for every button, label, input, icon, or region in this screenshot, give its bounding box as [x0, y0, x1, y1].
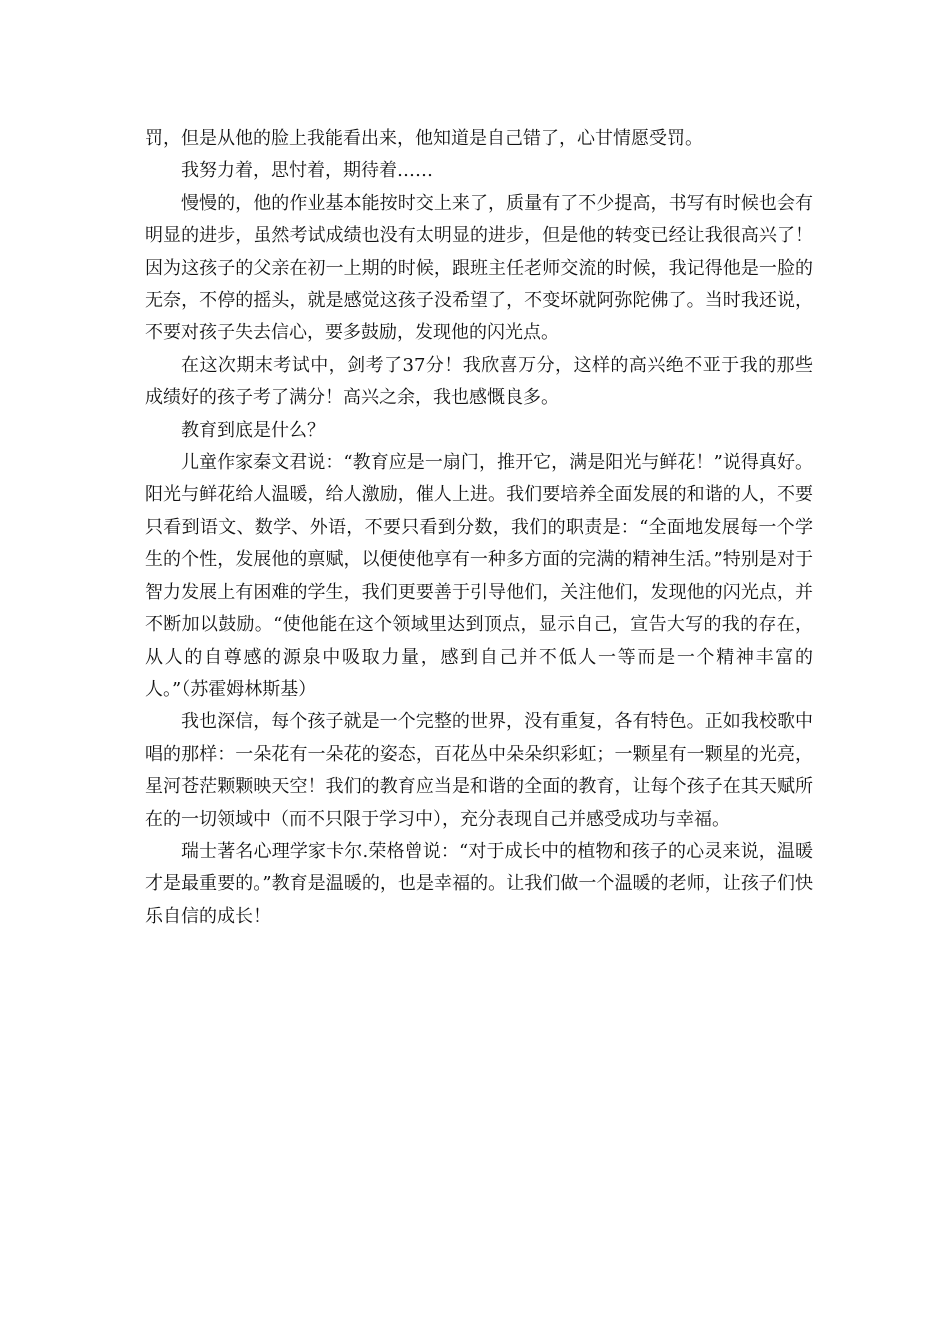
document-body: [145, 123, 813, 933]
paragraph-quote: 儿童作家秦文君说：“教育应是一扇门，推开它，满是阳光与鲜花！”说得真好。阳光与鲜花给人温暖，给人激励，催人上进。我们要培养全面发展的和谐的人，不要只看到语文、数学、外语，不要只看到分数，我们的职责是：“全面地发展每一个学生的个性，发展他的禀赋，以便使他享有一种多方面的完满的精神生活。”特别是对于智力发展上有困难的学生，我们更要善于引导他们，关注他们，发现他的闪光点，并不断加以鼓励。“使他能在这个领域里达到顶点，显示自己，宣告大写的我的存在，从人的自尊感的源泉中吸取力量，感到自己并不低人一等而是一个精神丰富的人。”（苏霍姆林斯基）: [145, 452, 813, 700]
paragraph: 我也深信，每个孩子就是一个完整的世界，没有重复，各有特色。正如我校歌中唱的那样：一朵花有一朵花的姿态，百花丛中朵朵织彩虹；一颗星有一颗星的光亮，星河苍茫颗颗映天空！我们的教育应当是和谐的全面的教育，让每个孩子在其天赋所在的一切领域中（而不只限于学习中），充分表现自己并感受成功与幸福。: [145, 711, 813, 830]
paragraph-closing: 瑞士著名心理学家卡尔.荣格曾说：“对于成长中的植物和孩子的心灵来说，温暖才是最重要的。”教育是温暖的，也是幸福的。让我们做一个温暖的老师，让孩子们快乐自信的成长！: [145, 840, 813, 927]
paragraph-continued: 罚，但是从他的脸上我能看出来，他知道是自己错了，心甘情愿受罚。: [145, 128, 703, 149]
paragraph: 我努力着，思忖着，期待着……: [181, 160, 433, 182]
paragraph-question: 教育到底是什么？: [181, 419, 325, 441]
paragraph: 慢慢的，他的作业基本能按时交上来了，质量有了不少提高，书写有时候也会有明显的进步，虽然考试成绩也没有太明显的进步，但是他的转变已经让我很高兴了！因为这孩子的父亲在初一上期的时候，跟班主任老师交流的时候，我记得他是一脸的无奈，不停的摇头，就是感觉这孩子没希望了，不变坏就阿弥陀佛了。当时我还说，不要对孩子失去信心，要多鼓励，发现他的闪光点。: [145, 192, 813, 344]
paragraph: 在这次期末考试中，剑考了37分！我欣喜万分，这样的高兴绝不亚于我的那些成绩好的孩子考了满分！高兴之余，我也感慨良多。: [145, 354, 813, 409]
